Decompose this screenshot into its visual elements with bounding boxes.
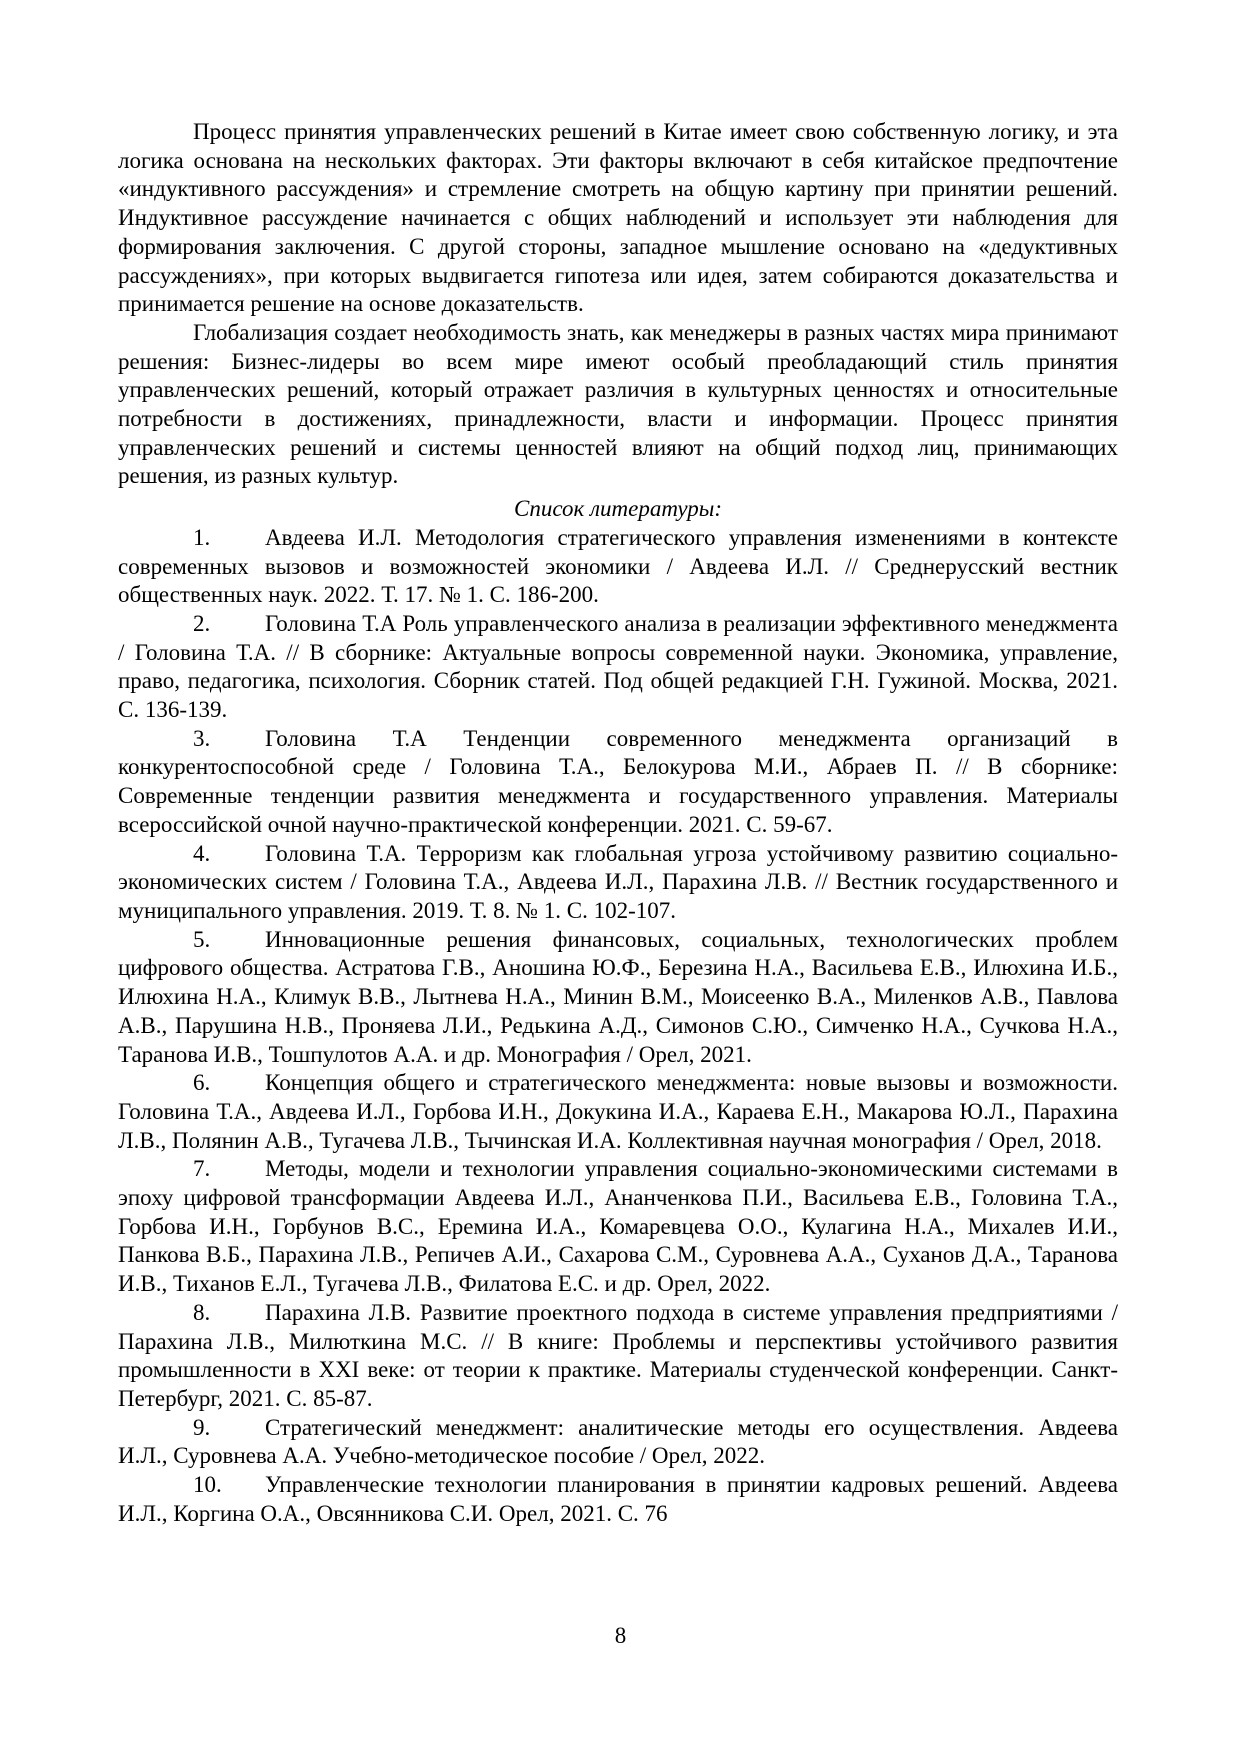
reference-text: Концепция общего и стратегического менеджмента: новые вызовы и возможности. Головина Т.А., Авдеева И.Л., Горбова И.Н., Докукина И.А., Караева Е.Н., Макарова Ю.Л., Парахина Л.В., Полянин А.В., Тугачева Л.В., Тычинская И.А. Коллективная научная монография / Орел, 2018. [118,1070,1118,1153]
references-heading: Список литературы: [513,496,722,522]
reference-item-1 [118,524,1118,610]
page-number: 8 [614,1623,627,1648]
page-content [118,118,1118,1528]
reference-text: Методы, модели и технологии управления социально-экономическими системами в эпоху цифровой трансформации Авдеева И.Л., Ананченкова П.И., Васильева Е.В., Головина Т.А., Горбова И.Н., Горбунов В.С., Еремина И.А., Комаревцева О.О., Кулагина Н.А., Михалев И.И., Панкова В.Б., Парахина Л.В., Репичев А.И., Сахарова С.М., Суровнева А.А., Суханов Д.А., Таранова И.В., Тиханов Е.Л., Тугачева Л.В., Филатова Е.С. и др. Орел, 2022. [118,1156,1118,1297]
references-list [118,524,1118,1529]
reference-text: Инновационные решения финансовых, социальных, технологических проблем цифрового общества. Астратова Г.В., Аношина Ю.Ф., Березина Н.А., Васильева Е.В., Илюхина И.Б., Илюхина Н.А., Климук В.В., Лытнева Н.А., Минин В.М., Моисеенко В.А., Миленков А.В., Павлова А.В., Парушина Н.В., Проняева Л.И., Редькина А.Д., Симонов С.Ю., Симченко Н.А., Сучкова Н.А., Таранова И.В., Тошпулотов А.А. и др. Монография / Орел, 2021. [118,926,1118,1067]
reference-number: 8. [193,1299,211,1325]
reference-text: Парахина Л.В. Развитие проектного подхода в системе управления предприятиями / Парахина Л.В., Милюткина М.С. // В книге: Проблемы и перспективы устойчивого развития промышленности в XXI веке: от теории к практике. Материалы студенческой конференции. Санкт-Петербург, 2021. С. 85-87. [118,1299,1118,1411]
reference-number: 5. [193,926,211,952]
reference-text: Головина Т.А. Терроризм как глобальная угроза устойчивому развитию социально-экономических систем / Головина Т.А., Авдеева И.Л., Парахина Л.В. // Вестник государственного и муниципального управления. 2019. Т. 8. № 1. С. 102-107. [118,840,1118,923]
reference-item-7 [118,1155,1118,1299]
reference-item-2 [118,610,1118,725]
reference-number: 3. [193,725,211,751]
reference-item-10 [118,1471,1118,1528]
reference-text: Стратегический менеджмент: аналитические методы его осуществления. Авдеева И.Л., Суровнева А.А. Учебно-методическое пособие / Орел, 2022. [118,1414,1118,1469]
reference-number: 7. [193,1156,211,1182]
reference-text: Управленческие технологии планирования в принятии кадровых решений. Авдеева И.Л., Коргина О.А., Овсянникова С.И. Орел, 2021. С. 76 [118,1472,1118,1526]
reference-text: Головина Т.А Роль управленческого анализа в реализации эффективного менеджмента / Головина Т.А. // В сборнике: Актуальные вопросы современной науки. Экономика, управление, право, педагогика, психология. Сборник статей. Под общей редакцией Г.Н. Гужиной. Москва, 2021. С. 136-139. [118,610,1118,723]
reference-item-3 [118,725,1118,840]
body-paragraph-1: Процесс принятия управленческих решений в Китае имеет свою собственную логику, и эта логика основана на нескольких факторах. Эти факторы включают в себя китайское предпочтение «индуктивного рассуждения» и стремление смотреть на общую картину при принятии решений. Индуктивное рассуждение начинается с общих наблюдений и использует эти наблюдения для формирования заключения. С другой стороны, западное мышление основано на «дедуктивных рассуждениях», при которых выдвигается гипотеза или идея, затем собираются доказательства и принимается решение на основе доказательств. [118,119,1118,317]
reference-item-8 [118,1299,1118,1414]
reference-number: 10. [193,1472,222,1498]
reference-number: 9. [193,1414,211,1440]
reference-number: 6. [193,1070,211,1096]
reference-item-5 [118,926,1118,1070]
body-paragraph-2: Глобализация создает необходимость знать, как менеджеры в разных частях мира принимают решения: Бизнес-лидеры во всем мире имеют особый преобладающий стиль принятия управленческих решений, который отражает различия в культурных ценностях и относительные потребности в достижениях, принадлежности, власти и информации. Процесс принятия управленческих решений и системы ценностей влияют на общий подход лиц, принимающих решения, из разных культур. [118,319,1118,489]
reference-number: 4. [193,840,211,866]
reference-text: Головина Т.А Тенденции современного менеджмента организаций в конкурентоспособной среде / Головина Т.А., Белокурова М.И., Абраев П. // В сборнике: Современные тенденции развития менеджмента и государственного управления. Материалы всероссийской очной научно-практической конференции. 2021. С. 59-67. [118,725,1118,837]
reference-text: Авдеева И.Л. Методология стратегического управления изменениями в контексте современных вызовов и возможностей экономики / Авдеева И.Л. // Среднерусский вестник общественных наук. 2022. Т. 17. № 1. С. 186-200. [118,524,1118,608]
reference-item-6 [118,1069,1118,1155]
reference-item-9 [118,1414,1118,1471]
reference-item-4 [118,840,1118,926]
reference-number: 2. [193,610,211,636]
reference-number: 1. [193,524,211,550]
